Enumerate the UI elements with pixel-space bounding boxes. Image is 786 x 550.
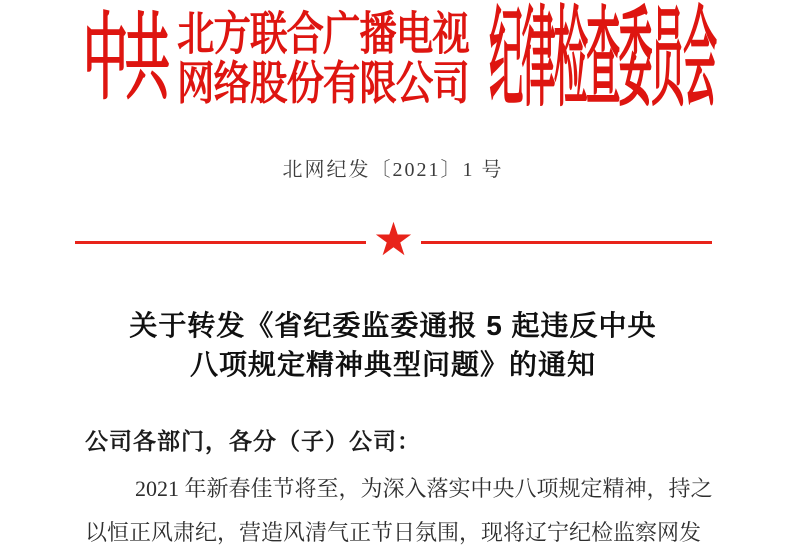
divider-line-left — [75, 241, 366, 244]
letterhead-org-name — [177, 9, 469, 110]
document-letterhead — [4, 0, 786, 120]
salutation: 公司各部门，各分（子）公司： — [85, 429, 421, 454]
body-line: 以恒正风肃纪，营造风清气正节日氛围，现将辽宁纪检监察网发 — [85, 520, 702, 545]
divider-line-right — [421, 241, 712, 244]
letterhead-org-line2: 网络股份有限公司 — [177, 58, 469, 110]
letterhead-org-line1: 北方联合广播电视 — [177, 9, 469, 60]
document-number: 北网纪发〔2021〕1 号 — [282, 159, 504, 181]
body-line: 2021 年新春佳节将至，为深入落实中央八项规定精神，持之 — [135, 476, 713, 501]
letterhead-committee-name: 纪律检查委员会 — [489, 0, 716, 120]
document-title — [0, 306, 786, 384]
title-line-2: 八项规定精神典型问题》的通知 — [189, 349, 596, 380]
red-divider — [75, 214, 712, 265]
body-paragraph — [85, 467, 713, 550]
letterhead-prefix: 中共 — [83, 6, 167, 112]
star-icon: ★ — [372, 214, 415, 265]
title-line-1: 关于转发《省纪委监委通报 5 起违反中央 — [129, 310, 657, 341]
